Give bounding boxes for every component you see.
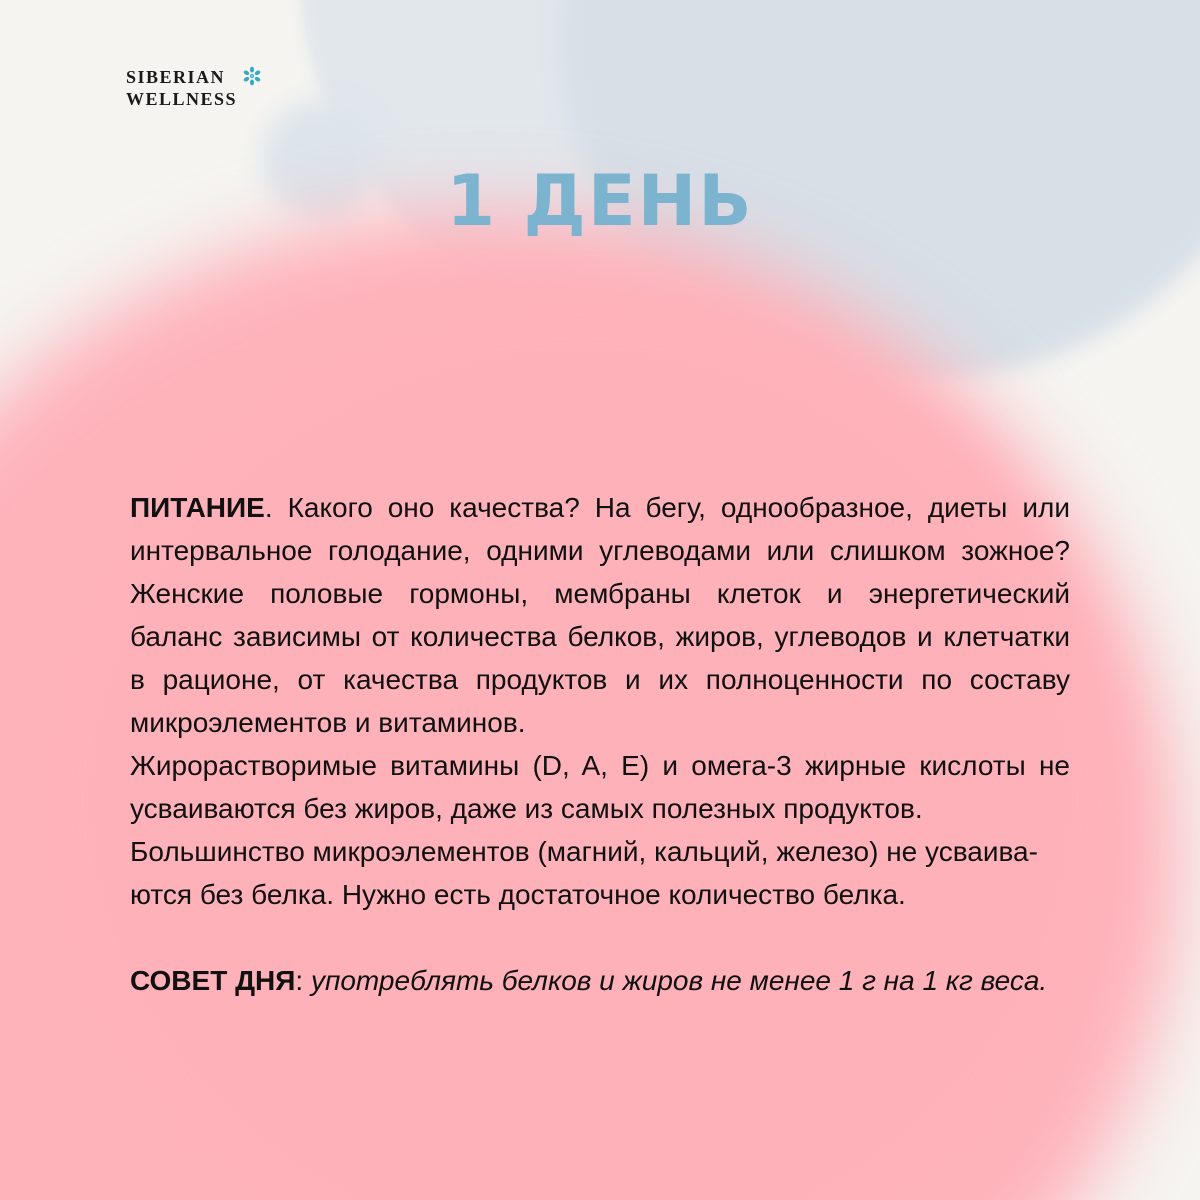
nutrition-label: ПИТАНИЕ bbox=[130, 492, 265, 523]
brand-name-line1: SIBERIAN bbox=[126, 67, 226, 87]
paragraph-gap bbox=[130, 916, 1070, 959]
tip-text: употреблять белков и жиров не менее 1 г на 1 кг веса. bbox=[310, 965, 1048, 996]
brand-name-line2: WELLNESS bbox=[126, 89, 238, 109]
body-line-1-text: . Какого оно качества? На бегу, однообразное, диеты или bbox=[264, 492, 1070, 523]
brand-name bbox=[126, 66, 237, 110]
body-line-1 bbox=[130, 486, 1070, 529]
body-line-2: интервальное голодание, одними углеводами или слишком зожное? bbox=[130, 535, 1070, 566]
body-line-6: микроэлементов и витаминов. bbox=[130, 707, 526, 738]
tip-label: СОВЕТ ДНЯ bbox=[130, 965, 296, 996]
body-line-8: усваиваются без жиров, даже из самых полезных продуктов. bbox=[130, 793, 923, 824]
brand-logo bbox=[126, 66, 263, 110]
snowflake-icon bbox=[241, 65, 263, 87]
tip-line bbox=[130, 959, 1070, 1002]
body-line-5: в рационе, от качества продуктов и их полноценности по составу bbox=[130, 664, 1070, 695]
day-title: 1 ДЕНЬ bbox=[446, 160, 754, 242]
body-line-3: Женские половые гормоны, мембраны клеток и энергетический bbox=[130, 578, 1070, 609]
body-line-4: баланс зависимы от количества белков, жиров, углеводов и клетчатки bbox=[130, 621, 1070, 652]
tip-separator: : bbox=[295, 965, 311, 996]
body-line-10: ются без белка. Нужно есть достаточное количество белка. bbox=[130, 879, 906, 910]
body-text bbox=[130, 486, 1070, 1002]
body-line-7: Жирорастворимые витамины (D, A, E) и омега-3 жирные кислоты не bbox=[130, 750, 1070, 781]
body-line-9: Большинство микроэлементов (магний, кальций, железо) не усваива- bbox=[130, 836, 1038, 867]
